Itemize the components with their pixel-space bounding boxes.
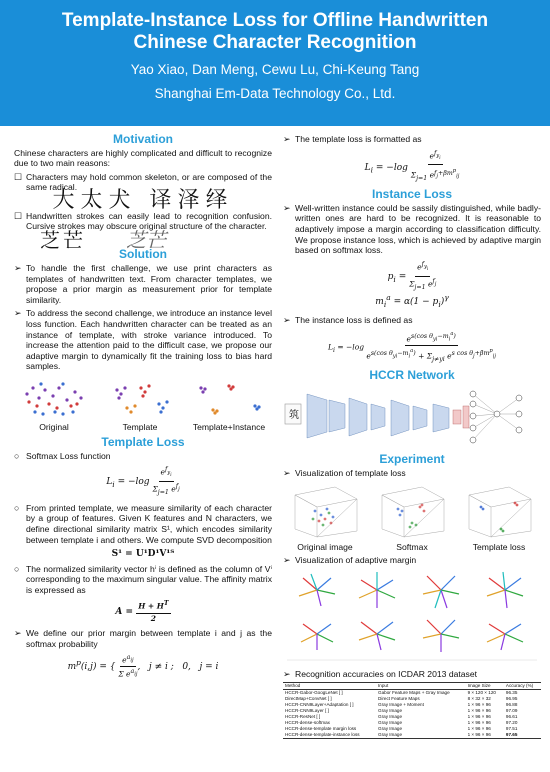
table-cell: HCCR-dense-template margin loss — [285, 726, 357, 732]
cube-softmax — [372, 481, 452, 539]
template-visualization-figures — [283, 481, 541, 552]
table-cell: HCCR-ResNet [ ] — [285, 714, 321, 720]
table-row — [283, 732, 541, 739]
softmax-equation: $L_i = -\log$ $\frac{e^{f_{y_i}}}{\Sigma_{j=1} e^{f_j}}$ — [106, 466, 180, 497]
arrow-bullet-icon: ➢ — [283, 467, 291, 478]
experiment-heading: Experiment — [379, 452, 445, 467]
table-cell: HCCR-CNN9Layer+Adaptation [ ] — [285, 702, 354, 708]
cube-original — [285, 481, 365, 539]
scatter-original — [15, 376, 93, 420]
table-cell: 97.65 — [505, 732, 518, 738]
table-header-cell: Image Size — [467, 683, 491, 689]
arrow-bullet-icon: ➢ — [283, 668, 291, 679]
table-header-cell: Method — [285, 683, 301, 689]
right-column — [283, 134, 541, 739]
affiliation: Shanghai Em-Data Technology Co., Ltd. — [154, 86, 396, 101]
embedding-template-instance — [186, 376, 272, 433]
table-cell: 96.88 — [505, 702, 518, 708]
table-cell: 96.61 — [505, 714, 518, 720]
solution-bullet-1: ➢ To handle the first challenge, we use print characters as templates of handwritten text. From character templates, we propose a prior margin as measurement prior for template similarity. — [14, 262, 272, 305]
arrow-bullet-icon: ➢ — [283, 202, 291, 213]
caption-original: Original — [39, 422, 69, 433]
icdar-bullet: ➢ Recognition accuracies on ICDAR 2013 dataset — [283, 668, 478, 679]
template-loss-equation: $L_i = -\log$ $\frac{e^{f_{y_i}}}{\Sigma_{j=1} e^{f_j+\beta m^p_{ij}}}$ — [364, 149, 460, 183]
table-cell: Gray Image — [378, 720, 403, 726]
icdar-results-table — [283, 682, 541, 739]
circle-bullet-icon: ○ — [14, 450, 20, 461]
table-cell: DirectMap+ConvNet [ ] — [285, 696, 332, 702]
arrow-bullet-icon: ➢ — [14, 308, 22, 319]
template-loss-heading: Template Loss — [101, 435, 185, 450]
table-cell: 96.95 — [505, 696, 518, 702]
instance-para: ➢ Well-written instance could be sassily distinguished, while badly-written ones are hard to be recognized. It is reasonable to adaptively impose a margin according to classification difficulty. We propose instance loss, which is achieved by adaptive margin based on softmax loss. — [283, 202, 541, 256]
circle-bullet-icon: ○ — [14, 563, 20, 574]
checkbox-bullet-icon: ☐ — [14, 210, 23, 221]
motivation-heading: Motivation — [113, 132, 173, 146]
pi-equation: $p_i$ = $\frac{e^{f_{y_i}}}{\Sigma_{j=1} e^{f_j}}$ $m_i^a = \alpha(1 - p_i)^\gamma$ — [375, 260, 449, 309]
scatter-template — [101, 376, 179, 420]
table-cell: HCCR-Gabor-GoogLeNet [ ] — [285, 690, 343, 696]
template-loss-formatted: ➢ The template loss is formatted as — [283, 134, 422, 144]
table-cell: 97.20 — [505, 720, 518, 726]
poster-header — [0, 0, 550, 126]
table-cell: 8 × 32 × 32 — [467, 696, 491, 702]
caption-vis-softmax: Softmax — [396, 541, 428, 552]
table-cell: 1 × 96 × 96 — [467, 714, 491, 720]
hccr-network-diagram — [283, 384, 541, 450]
table-cell: Direct Feature Maps — [378, 696, 420, 702]
left-column — [14, 130, 272, 685]
cube-template-loss — [459, 481, 539, 539]
table-cell: HCCR-dense-softmax — [285, 720, 330, 726]
caption-template: Template — [122, 422, 158, 433]
vis-original — [283, 481, 367, 552]
table-cell: Gray Image — [378, 726, 403, 732]
vis-margin-bullet: ➢ Visualization of adaptive margin — [283, 554, 417, 565]
prior-margin-equation: $m^p(i,j)$ = { $\frac{e^{a_{ij}}}{\Sigma e^{a_{ij}}}$ , j ≠ i ; 0, j = i — [67, 654, 219, 679]
poster-title — [0, 0, 550, 54]
template-para-1: ○ From printed template, we measure similarity of each character by a group of features. Given K features and N characters, we define directional similarity matrix S¹, which encodes similarity between template i and others. We compute SVD decomposition — [14, 502, 272, 545]
table-cell: 1 × 96 × 96 — [467, 720, 491, 726]
circle-bullet-icon: ○ — [14, 502, 20, 513]
arrow-bullet-icon: ➢ — [14, 262, 22, 273]
motivation-bullet-1: ☐ Characters may hold common skeleton, or are composed of the same radical. — [14, 171, 272, 193]
table-cell: HCCR-CNN9Layer [ ] — [285, 708, 329, 714]
caption-template-instance: Template+Instance — [192, 422, 266, 433]
table-cell: 97.51 — [505, 726, 518, 732]
table-cell: 96.35 — [505, 690, 518, 696]
table-cell: 1 × 96 × 96 — [467, 732, 491, 738]
caption-vis-template-loss: Template loss — [472, 541, 526, 552]
instance-loss-equation: $L_i = -\log$ $\frac{e^{s(cos \theta_{yi}-m_i^a)}}{e^{s(cos \theta_{yi}-m_i^a)} + \Sigma_{j\ne yi} e^{s cos \theta_j+\beta m^p_{ij}}}$ — [327, 331, 497, 364]
template-para-3: ➢ We define our prior margin between template i and j as the softmax probability — [14, 628, 272, 649]
affinity-equation: A = $\frac{H + H^T}{2}$ — [115, 600, 169, 623]
table-header-row — [283, 683, 541, 690]
embedding-figures — [14, 376, 272, 433]
vis-template-loss — [457, 481, 541, 552]
solution-heading: Solution — [119, 247, 167, 262]
table-cell: 1 × 96 × 96 — [467, 708, 491, 714]
caption-vis-original: Original image — [297, 541, 353, 552]
svg-text:筑: 筑 — [289, 409, 299, 421]
table-header-cell: Accuracy (%) — [505, 683, 534, 689]
template-para-2: ○ The normalized similarity vector hⁱ is defined as the column of Vⁱ corresponding to the maximum singular value. The affinity matrix is expressed as — [14, 563, 272, 595]
arrow-bullet-icon: ➢ — [283, 554, 291, 565]
adaptive-margin-figure — [283, 568, 541, 664]
embedding-template — [100, 376, 180, 433]
arrow-bullet-icon: ➢ — [283, 314, 291, 325]
authors: Yao Xiao, Dan Meng, Cewu Lu, Chi-Keung Tang — [130, 62, 420, 77]
table-cell: 1 × 96 × 96 — [467, 702, 491, 708]
arrow-bullet-icon: ➢ — [283, 134, 291, 144]
instance-loss-heading: Instance Loss — [371, 187, 453, 202]
motivation-bullet-2: ☐ Handwritten strokes can easily lead to recognition confusion. Cursive strokes may obscure original structure of the character. — [14, 210, 272, 232]
table-cell: Gabor Feature Maps + Gray Image — [378, 690, 450, 696]
table-cell: Gray Image — [378, 714, 403, 720]
instance-defined: ➢ The instance loss is defined as — [283, 314, 413, 325]
table-cell: 1 × 96 × 96 — [467, 726, 491, 732]
vis-template-bullet: ➢ Visualization of template loss — [283, 467, 406, 478]
embedding-original — [14, 376, 94, 433]
softmax-bullet: ○ Softmax Loss function — [14, 450, 111, 461]
arrow-bullet-icon: ➢ — [14, 628, 22, 639]
checkbox-bullet-icon: ☐ — [14, 171, 23, 182]
table-cell: 9 × 120 × 120 — [467, 690, 496, 696]
title-line-1: Template-Instance Loss for Offline Handwritten — [61, 10, 489, 31]
cursive-characters: 芝芒 芝芒 — [40, 227, 166, 252]
solution-bullet-2: ➢ To address the second challenge, we introduce an instance level loss function. Each handwritten character can be treated as an instance of template, with stroke variance introduced. To increase the attention paid to the difficult case, we propose our adaptive margin to dynamically fit the training loss to bias hard samples. — [14, 308, 272, 372]
vis-softmax — [370, 481, 454, 552]
similar-characters: 大太犬 译泽绎 — [52, 187, 234, 213]
table-header-cell: Input — [378, 683, 389, 689]
scatter-template-instance — [187, 376, 271, 420]
hccr-network-heading: HCCR Network — [369, 368, 455, 382]
motivation-intro: Chinese characters are highly complicated and difficult to recognize due to two main reasons: — [14, 147, 272, 169]
title-line-2: Chinese Character Recognition — [133, 32, 417, 53]
table-cell: 97.09 — [505, 708, 518, 714]
table-cell: Gray Image — [378, 708, 403, 714]
table-cell: HCCR-dense-template-instance loss — [285, 732, 360, 738]
table-cell: Gray Image + Moment — [378, 702, 424, 708]
table-cell: Gray Image — [378, 732, 403, 738]
svd-equation: S¹ = U¹D¹V¹ᵀ — [111, 549, 175, 560]
